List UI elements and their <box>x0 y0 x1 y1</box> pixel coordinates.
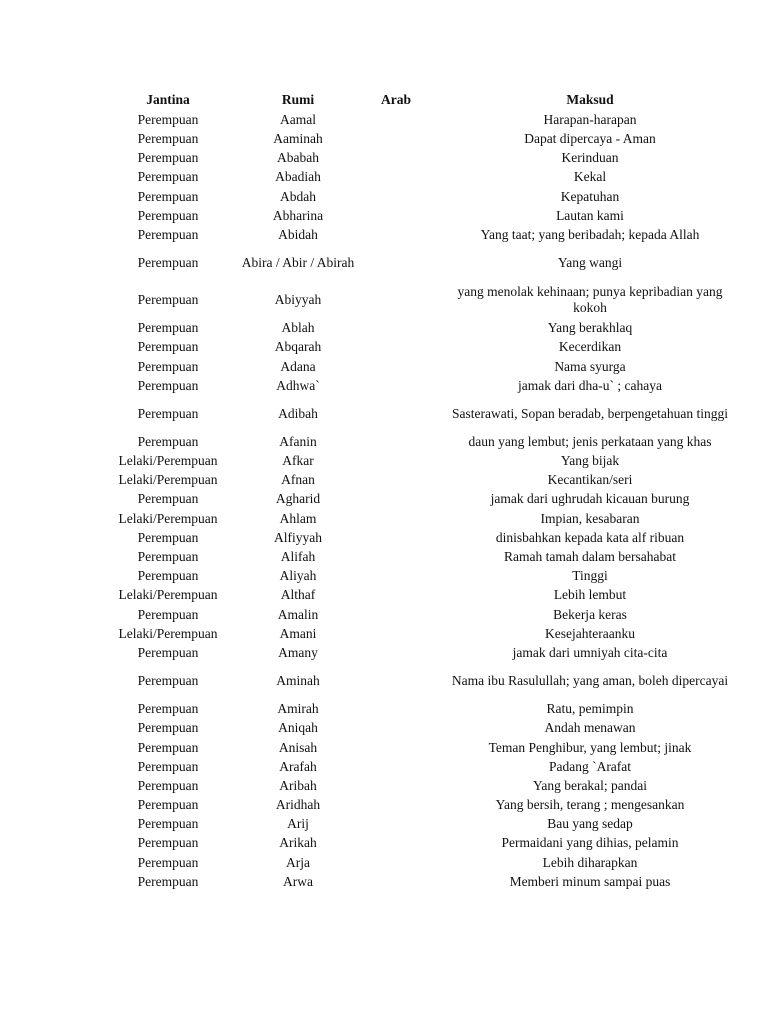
cell-rumi: Abadiah <box>275 169 321 185</box>
table-row <box>0 187 768 206</box>
cell-maksud: Memberi minum sampai puas <box>509 873 671 889</box>
cell-maksud: Harapan-harapan <box>543 111 637 127</box>
cell-maksud: Impian, kesabaran <box>540 510 640 526</box>
cell-rumi: Adibah <box>278 405 318 421</box>
cell-rumi: Aliyah <box>279 568 317 584</box>
names-table <box>0 90 768 891</box>
table-row <box>0 719 768 738</box>
table-row <box>0 853 768 872</box>
cell-jantina: Perempuan <box>137 854 199 870</box>
cell-jantina: Perempuan <box>137 606 199 622</box>
cell-maksud: Kecantikan/seri <box>547 472 633 488</box>
cell-jantina: Perempuan <box>137 226 199 242</box>
cell-jantina: Perempuan <box>137 491 199 507</box>
cell-rumi: Agharid <box>275 491 321 507</box>
table-row <box>0 834 768 853</box>
cell-jantina: Perempuan <box>137 529 199 545</box>
cell-jantina: Perempuan <box>137 433 199 449</box>
cell-maksud: Bau yang sedap <box>547 816 633 832</box>
cell-rumi: Afkar <box>282 453 314 469</box>
cell-jantina: Perempuan <box>137 777 199 793</box>
cell-jantina: Perempuan <box>137 255 199 271</box>
cell-jantina: Perempuan <box>137 150 199 166</box>
cell-maksud: Teman Penghibur, yang lembut; jinak <box>488 739 692 755</box>
cell-jantina: Perempuan <box>137 739 199 755</box>
cell-maksud: Permaidani yang dihias, pelamin <box>501 835 679 851</box>
cell-maksud: Sasterawati, Sopan beradab, berpengetahuan tinggi <box>452 405 728 421</box>
header-jantina: Jantina <box>146 92 190 108</box>
table-row <box>0 662 768 699</box>
table-row <box>0 129 768 148</box>
table-row <box>0 225 768 244</box>
cell-rumi: Aribah <box>279 777 317 793</box>
table-row <box>0 338 768 357</box>
cell-jantina: Lelaki/Perempuan <box>118 625 218 641</box>
cell-rumi: Arij <box>287 816 309 832</box>
cell-jantina: Lelaki/Perempuan <box>118 453 218 469</box>
table-row <box>0 757 768 776</box>
cell-maksud: jamak dari umniyah cita-cita <box>512 644 668 660</box>
cell-rumi: Amany <box>278 644 318 660</box>
table-row <box>0 872 768 891</box>
cell-jantina: Perempuan <box>137 797 199 813</box>
header-rumi: Rumi <box>281 92 315 108</box>
cell-rumi: Aaminah <box>273 131 323 147</box>
cell-jantina: Perempuan <box>137 131 199 147</box>
cell-rumi: Adana <box>280 358 316 374</box>
cell-rumi: Aamal <box>280 111 316 127</box>
cell-maksud: Nama ibu Rasulullah; yang aman, boleh dipercayai <box>451 673 729 689</box>
cell-maksud: Lebih lembut <box>553 587 627 603</box>
table-row <box>0 814 768 833</box>
table-row <box>0 776 768 795</box>
cell-rumi: Arafah <box>279 758 317 774</box>
cell-rumi: Abidah <box>278 226 318 242</box>
table-header <box>0 90 768 110</box>
cell-rumi: Afanin <box>279 433 317 449</box>
cell-maksud: Yang bijak <box>560 453 620 469</box>
cell-jantina: Perempuan <box>137 673 199 689</box>
cell-maksud: daun yang lembut; jenis perkataan yang khas <box>468 433 712 449</box>
cell-maksud: yang menolak kehinaan; punya kepribadian yang kokoh <box>457 284 723 315</box>
cell-jantina: Perempuan <box>137 358 199 374</box>
table-row <box>0 110 768 129</box>
cell-jantina: Perempuan <box>137 111 199 127</box>
table-row <box>0 206 768 225</box>
cell-maksud: Yang taat; yang beribadah; kepada Allah <box>480 226 700 242</box>
header-arab: Arab <box>381 92 411 108</box>
table-row <box>0 244 768 281</box>
cell-maksud: Tinggi <box>572 568 608 584</box>
cell-jantina: Perempuan <box>137 339 199 355</box>
cell-rumi: Alfiyyah <box>274 529 322 545</box>
cell-rumi: Abharina <box>272 207 324 223</box>
cell-maksud: Bekerja keras <box>553 606 627 622</box>
cell-jantina: Perempuan <box>137 188 199 204</box>
table-row <box>0 624 768 643</box>
table-row <box>0 605 768 624</box>
cell-rumi: Anisah <box>278 739 318 755</box>
cell-maksud: Andah menawan <box>544 720 636 736</box>
table-row <box>0 566 768 585</box>
cell-jantina: Perempuan <box>137 568 199 584</box>
table-row <box>0 738 768 757</box>
cell-maksud: jamak dari dha-u` ; cahaya <box>518 377 662 393</box>
cell-rumi: Alifah <box>280 549 316 565</box>
cell-rumi: Aniqah <box>278 720 318 736</box>
cell-maksud: Nama syurga <box>554 358 626 374</box>
cell-maksud: Yang wangi <box>557 255 623 271</box>
cell-maksud: Ratu, pemimpin <box>546 701 634 717</box>
table-row <box>0 586 768 605</box>
cell-jantina: Perempuan <box>137 835 199 851</box>
cell-maksud: Kekal <box>573 169 607 185</box>
cell-maksud: Ramah tamah dalam bersahabat <box>503 549 677 565</box>
cell-jantina: Perempuan <box>137 207 199 223</box>
cell-jantina: Perempuan <box>137 873 199 889</box>
cell-rumi: Amirah <box>277 701 319 717</box>
cell-jantina: Perempuan <box>137 169 199 185</box>
cell-rumi: Ahlam <box>279 510 317 526</box>
cell-maksud: Kesejahteraanku <box>545 625 635 641</box>
cell-rumi: Abqarah <box>274 339 322 355</box>
cell-maksud: Kepatuhan <box>560 188 620 204</box>
cell-maksud: Lebih diharapkan <box>542 854 638 870</box>
cell-rumi: Aminah <box>276 673 320 689</box>
cell-rumi: Arikah <box>279 835 317 851</box>
table-body <box>0 110 768 891</box>
table-row <box>0 168 768 187</box>
table-row <box>0 395 768 432</box>
table-row <box>0 148 768 167</box>
cell-jantina: Perempuan <box>137 816 199 832</box>
table-row <box>0 357 768 376</box>
cell-jantina: Perempuan <box>137 701 199 717</box>
cell-rumi: Amani <box>279 625 317 641</box>
cell-rumi: Afnan <box>281 472 315 488</box>
cell-rumi: Arwa <box>283 873 313 889</box>
cell-jantina: Lelaki/Perempuan <box>118 472 218 488</box>
cell-rumi: Abdah <box>280 188 316 204</box>
cell-maksud: Dapat dipercaya - Aman <box>524 131 656 147</box>
cell-rumi: Amalin <box>277 606 319 622</box>
table-row <box>0 528 768 547</box>
cell-jantina: Perempuan <box>137 292 199 308</box>
cell-rumi: Aridhah <box>275 797 321 813</box>
cell-maksud: Yang berakal; pandai <box>532 777 648 793</box>
table-row <box>0 547 768 566</box>
cell-jantina: Perempuan <box>137 644 199 660</box>
table-row <box>0 432 768 451</box>
cell-maksud: jamak dari ughrudah kicauan burung <box>490 491 690 507</box>
cell-maksud: Padang `Arafat <box>548 758 632 774</box>
cell-jantina: Perempuan <box>137 320 199 336</box>
cell-jantina: Perempuan <box>137 377 199 393</box>
cell-maksud: Yang berakhlaq <box>547 320 633 336</box>
cell-rumi: Ablah <box>281 320 315 336</box>
cell-maksud: Kecerdikan <box>558 339 622 355</box>
cell-rumi: Arja <box>286 854 310 870</box>
table-row <box>0 795 768 814</box>
cell-rumi: Abiyyah <box>274 292 322 308</box>
table-row <box>0 490 768 509</box>
cell-rumi: Adhwa` <box>276 377 320 393</box>
header-maksud: Maksud <box>566 92 614 108</box>
table-row <box>0 318 768 337</box>
cell-jantina: Lelaki/Perempuan <box>118 510 218 526</box>
table-row <box>0 281 768 318</box>
table-row <box>0 376 768 395</box>
table-row <box>0 643 768 662</box>
table-row <box>0 509 768 528</box>
cell-maksud: Yang bersih, terang ; mengesankan <box>495 797 685 813</box>
cell-rumi: Ababah <box>277 150 319 166</box>
table-row <box>0 699 768 718</box>
cell-maksud: Kerinduan <box>561 150 619 166</box>
cell-jantina: Perempuan <box>137 720 199 736</box>
table-row <box>0 470 768 489</box>
cell-maksud: dinisbahkan kepada kata alf ribuan <box>495 529 685 545</box>
cell-rumi: Abira / Abir / Abirah <box>241 255 355 271</box>
cell-rumi: Althaf <box>280 587 316 603</box>
cell-jantina: Perempuan <box>137 405 199 421</box>
cell-jantina: Perempuan <box>137 549 199 565</box>
table-row <box>0 451 768 470</box>
cell-maksud: Lautan kami <box>556 207 624 223</box>
cell-jantina: Lelaki/Perempuan <box>118 587 218 603</box>
cell-jantina: Perempuan <box>137 758 199 774</box>
